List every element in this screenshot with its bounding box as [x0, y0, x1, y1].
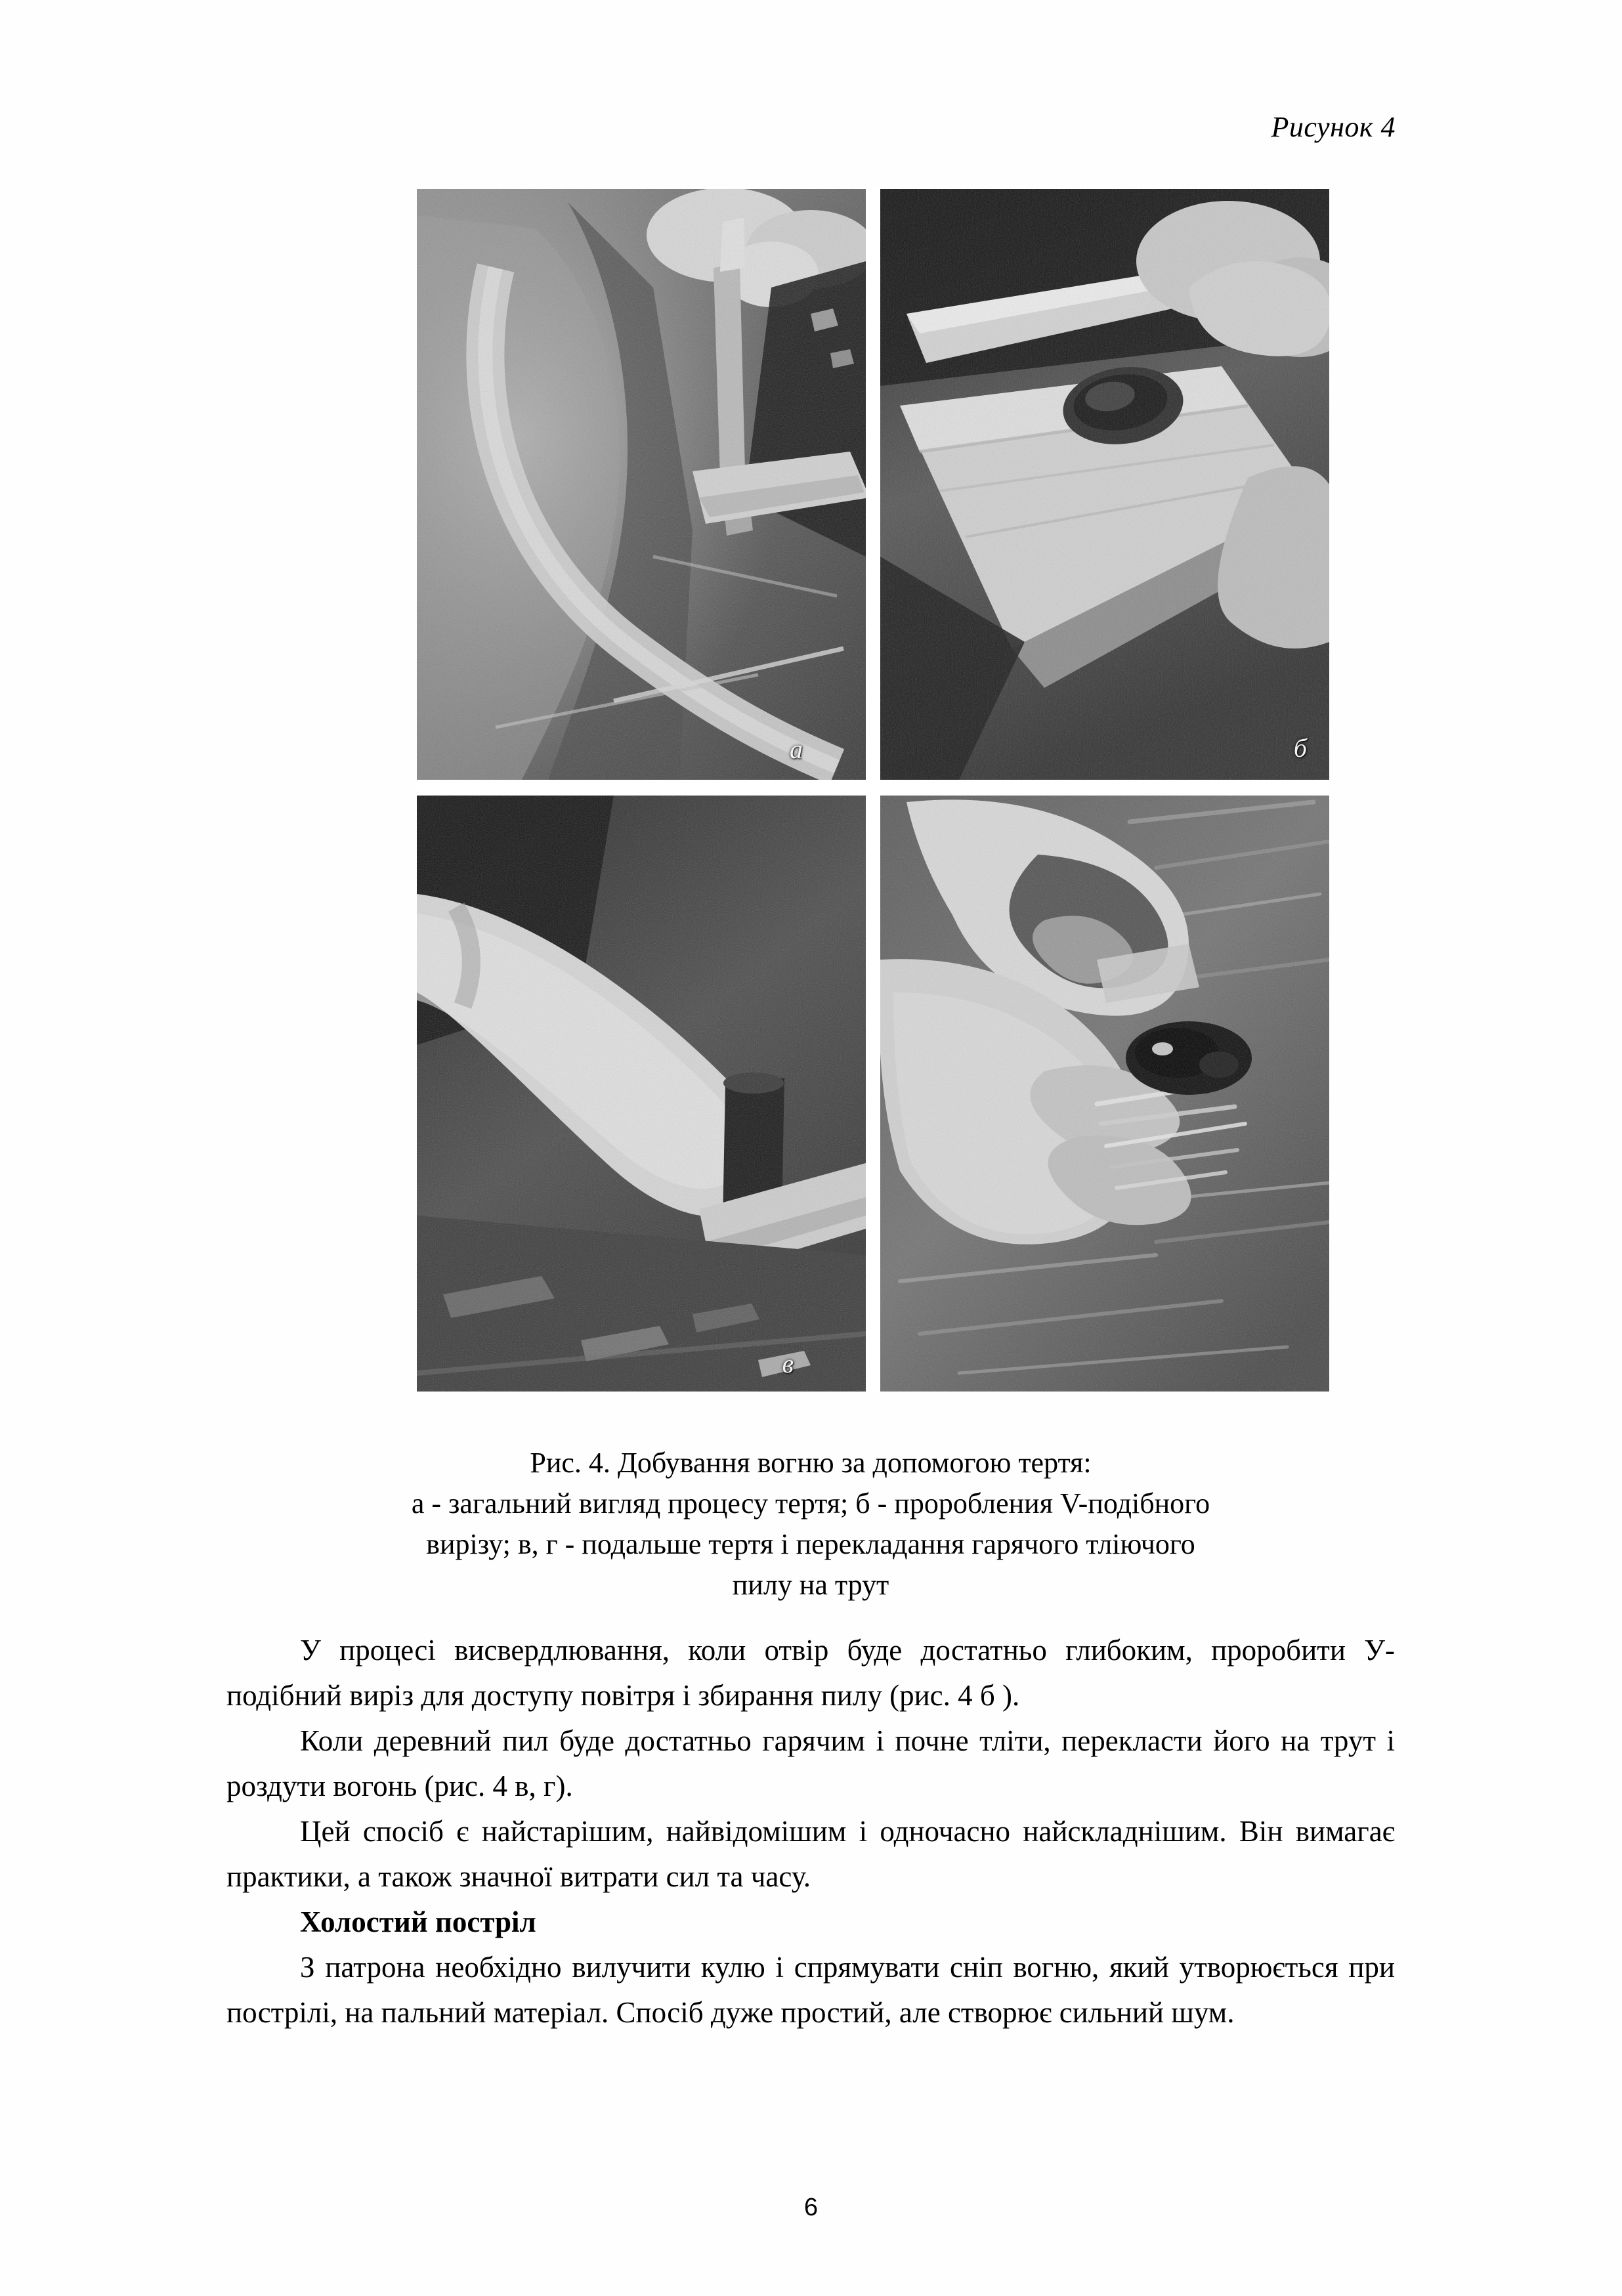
photo-panel-g [880, 796, 1329, 1392]
panel-label-v: в [782, 1349, 794, 1378]
photo-panel-v [417, 796, 866, 1392]
panel-g-image [880, 796, 1329, 1392]
photo-grid [417, 189, 1329, 1392]
caption-line-1: Рис. 4. Добування вогню за допомогою тертя: [530, 1447, 1092, 1479]
caption-line-4: пилу на трут [732, 1569, 889, 1601]
paragraph-1: У процесі висвердлювання, коли отвір буде достатньо глибоким, проробити У-подібний виріз для доступу повітря і збирання пилу (рис. 4 б ). [226, 1634, 1395, 1712]
panel-b-image [880, 189, 1329, 780]
paragraph-3: Цей спосіб є найстарішим, найвідомішим і одночасно найскладнішим. Він вимагає практики, а також значної витрати сил та часу. [226, 1815, 1395, 1893]
photo-panel-b [880, 189, 1329, 780]
panel-label-a: а [790, 734, 803, 764]
section-heading-blank-shot: Холостий постріл [300, 1905, 536, 1938]
figure-4 [417, 189, 1329, 1392]
paragraph-2: Коли деревний пил буде достатньо гарячим і почне тліти, перекласти його на трут і роздути вогонь (рис. 4 в, г). [226, 1724, 1395, 1802]
panel-v-image [417, 796, 866, 1392]
panel-label-b: б [1293, 733, 1307, 763]
caption-line-2: а - загальний вигляд процесу тертя; б - проробления V-подібного [411, 1487, 1210, 1520]
panel-a-image [417, 189, 866, 780]
page-number: 6 [803, 2194, 819, 2221]
running-head: Рисунок 4 [1271, 111, 1396, 143]
caption-line-3: вирізу; в, г - подальше тертя і перекладання гарячого тліючого [426, 1528, 1195, 1560]
figure-caption [226, 1443, 1395, 1605]
body-text [226, 1628, 1395, 2035]
photo-panel-a [417, 189, 866, 780]
paragraph-4: З патрона необхідно вилучити кулю і спрямувати сніп вогню, який утворюється при пострілі, на пальний матеріал. Спосіб дуже простий, але створює сильний шум. [226, 1951, 1395, 2029]
